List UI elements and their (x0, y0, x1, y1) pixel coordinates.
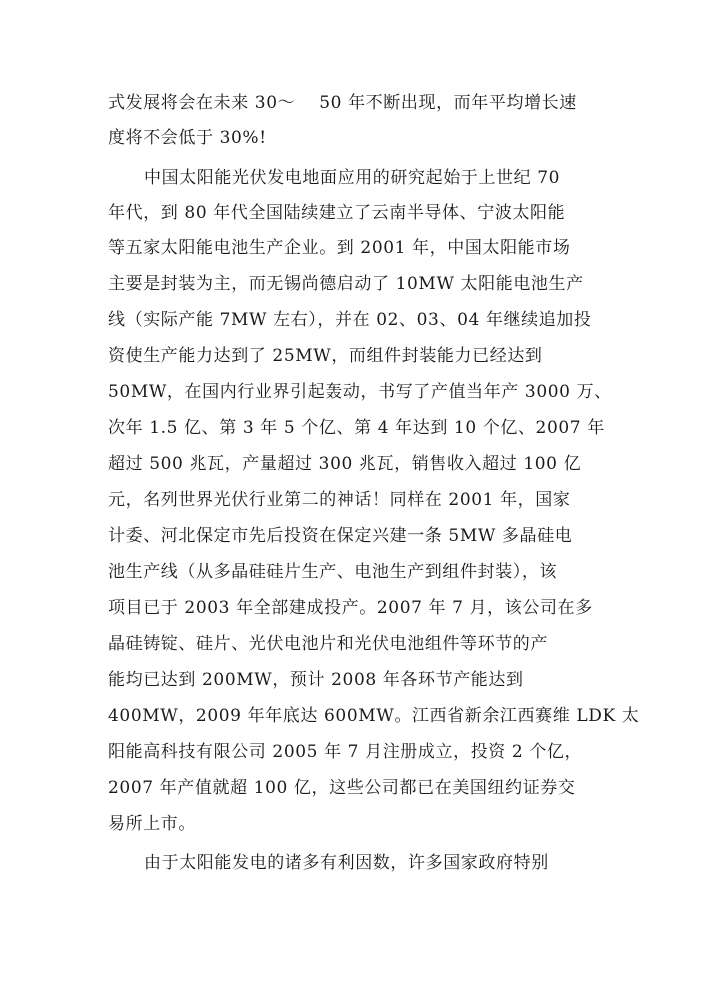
text-line: 计委、河北保定市先后投资在保定兴建一条 5MW 多晶硅电 (108, 526, 573, 546)
text-line: 阳能高科技有限公司 2005 年 7 月注册成立，投资 2 个亿， (108, 742, 583, 762)
text-line: 度将不会低于 30%! (108, 128, 267, 148)
paragraph-first-line: 中国太阳能光伏发电地面应用的研究起始于上世纪 70 (144, 168, 561, 188)
text-line: 400MW，2009 年年底达 600MW。江西省新余江西赛维 LDK 太 (108, 706, 640, 726)
text-line: 线（实际产能 7MW 左右），并在 02、03、04 年继续追加投 (108, 310, 592, 330)
text-line: 易所上市。 (108, 814, 196, 834)
paragraph-first-line: 由于太阳能发电的诸多有利因数，许多国家政府特别 (144, 853, 549, 873)
text-line: 2007 年产值就超 100 亿，这些公司都已在美国纽约证券交 (108, 778, 576, 798)
text-line: 池生产线（从多晶硅硅片生产、电池生产到组件封装），该 (108, 562, 558, 582)
text-line: 超过 500 兆瓦，产量超过 300 兆瓦，销售收入超过 100 亿 (108, 454, 582, 474)
text-line: 式发展将会在未来 30～ 50 年不断出现，而年平均增长速 (108, 93, 577, 113)
text-line: 元，名列世界光伏行业第二的神话！同样在 2001 年，国家 (108, 490, 571, 510)
text-line: 50MW，在国内行业界引起轰动，书写了产值当年产 3000 万、 (108, 382, 612, 402)
text-line: 次年 1.5 亿、第 3 年 5 个亿、第 4 年达到 10 个亿、2007 年 (108, 418, 605, 438)
text-line: 资使生产能力达到了 25MW，而组件封装能力已经达到 (108, 346, 543, 366)
text-line: 能均已达到 200MW，预计 2008 年各环节产能达到 (108, 670, 524, 690)
text-line: 等五家太阳能电池生产企业。到 2001 年，中国太阳能市场 (108, 238, 571, 258)
text-line: 年代，到 80 年代全国陆续建立了云南半导体、宁波太阳能 (108, 203, 566, 223)
text-line: 主要是封装为主，而无锡尚德启动了 10MW 太阳能电池生产 (108, 274, 584, 294)
text-line: 晶硅铸锭、硅片、光伏电池片和光伏电池组件等环节的产 (108, 634, 548, 654)
text-line: 项目已于 2003 年全部建成投产。2007 年 7 月，该公司在多 (108, 598, 593, 618)
